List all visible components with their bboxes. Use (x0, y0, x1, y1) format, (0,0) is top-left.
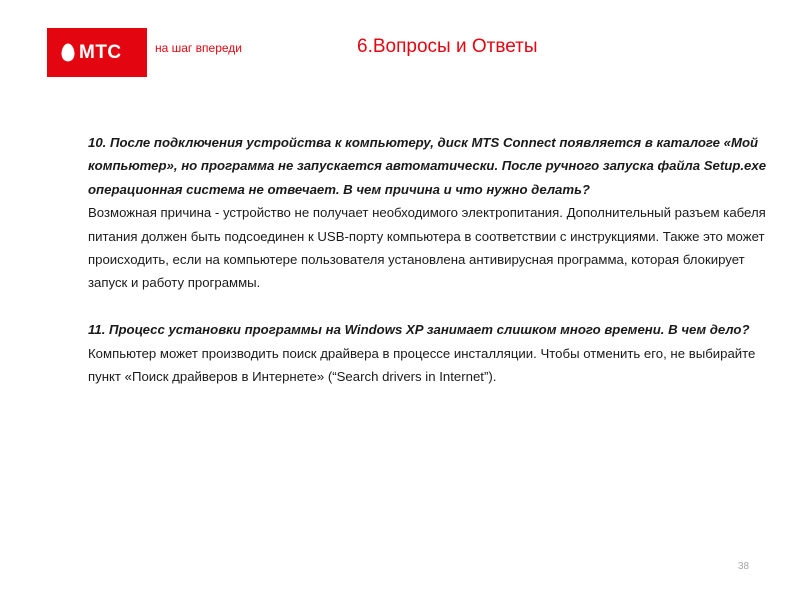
qa-item (88, 131, 768, 295)
page-number: 38 (738, 561, 750, 572)
qa-content (88, 131, 768, 388)
page-title: 6.Вопросы и Ответы (357, 36, 538, 57)
answer-text: Компьютер может производить поиск драйвера в процессе инсталляции. Чтобы отменить его, не выбирайте пункт «Поиск драйверов в Интернете» (“Search drivers in Internet”). (88, 345, 756, 385)
question-text: 10. После подключения устройства к компьютеру, диск MTS Connect появляется в каталоге «Мой компьютер», но программа не запускается автоматически. После ручного запуска файла Setup.exe операционная система не отвечает. В чем причина и что нужно делать? (88, 135, 767, 197)
qa-item (88, 318, 768, 388)
logo-text: МТС (79, 42, 122, 63)
question-text: 11. Процесс установки программы на Windows XP занимает слишком много времени. В чем дело? (88, 322, 750, 338)
answer-text: Возможная причина - устройство не получает необходимого электропитания. Дополнительный разъем кабеля питания должен быть подсоединен к USB-порту компьютера в соответствии с инструкциями. Также это может происходить, если на компьютере пользователя установлена антивирусная программа, которая блокирует запуск и работу программы. (88, 205, 766, 291)
mts-logo (47, 28, 147, 77)
egg-icon (61, 43, 75, 62)
slogan: на шаг впереди (155, 41, 242, 55)
